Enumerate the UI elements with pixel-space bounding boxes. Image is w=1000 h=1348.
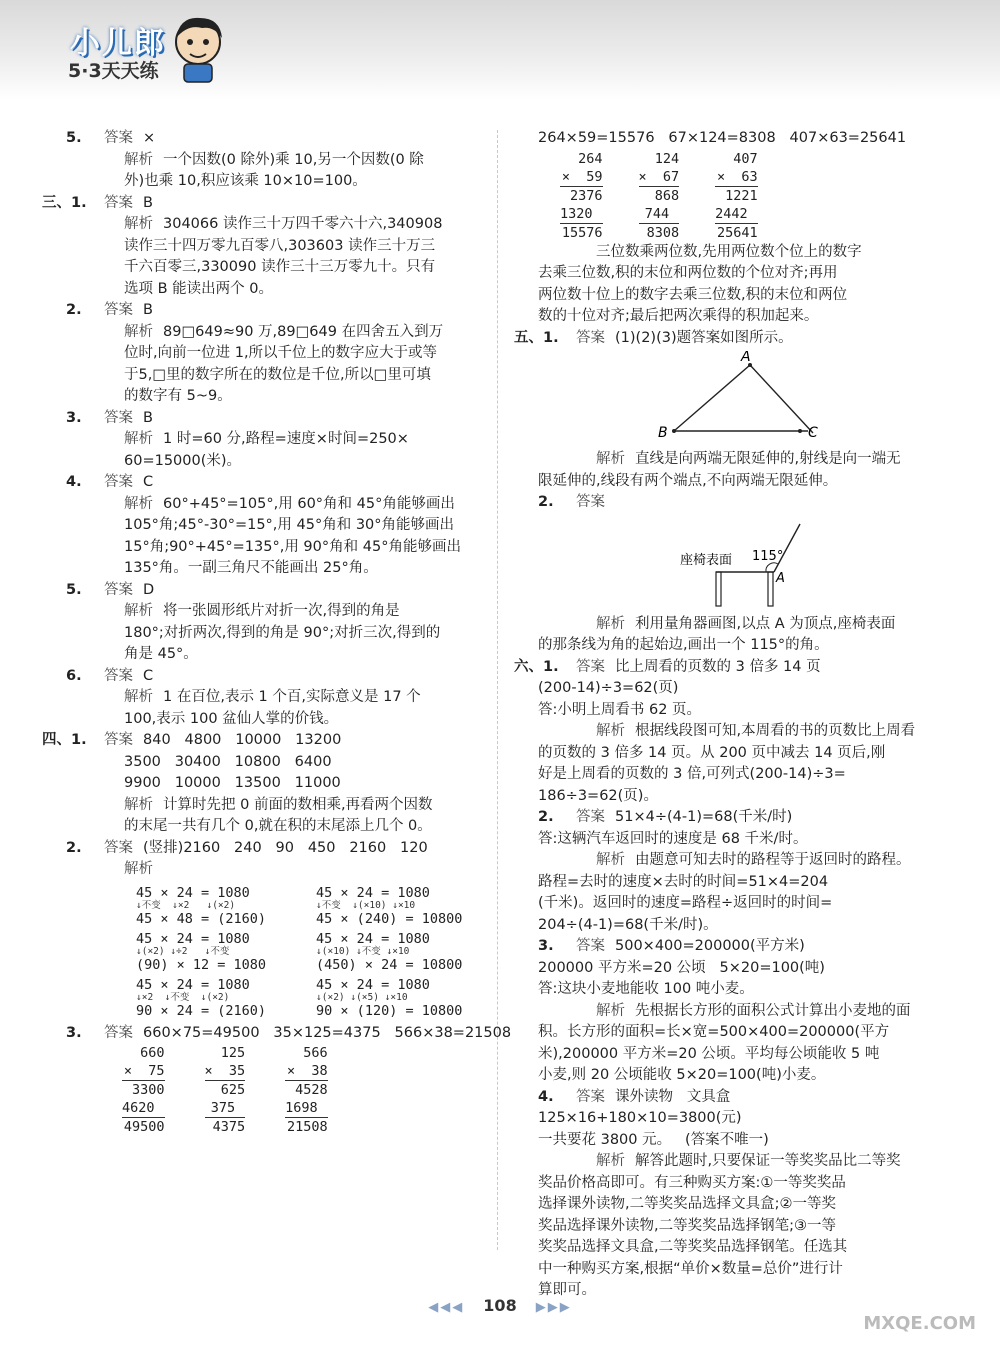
chain-calc: 45 × 24 = 1080 ↓不变 ↓×2 ↓(×2) 45 × 48 = (2160) [136, 884, 267, 927]
answer-value: C [143, 474, 154, 490]
prev-arrows-icon: ◀◀◀ [428, 1300, 465, 1315]
analysis-line: 限延伸的,线段有两个端点,不向两端无限延伸。 [538, 472, 838, 489]
seat-label: 座椅表面 [680, 552, 733, 568]
question-number: 2. [66, 302, 82, 318]
answer-value: C [143, 667, 154, 684]
question-number: 4. [66, 474, 82, 490]
answer-label: 答案 [576, 938, 605, 954]
analysis-line: 304066 读作三十万四千零六十六,340908 [163, 216, 443, 232]
analysis-line: 三位数乘两位数,先用两位数个位上的数字 [596, 243, 862, 260]
ray-ba [674, 365, 750, 431]
answer-label: 答案 [104, 130, 133, 146]
answer-value: 51×4÷(4-1)=68(千米/时) [615, 809, 793, 825]
point-b [672, 429, 676, 433]
answer-sentence: 答:这辆汽车返回时的速度是 68 千米/时。 [538, 830, 808, 847]
answer-value: 500×400=200000(平方米) [615, 938, 805, 954]
analysis-line: 135°角。一副三角尺不能画出 25°角。 [124, 560, 378, 576]
question-number: 3. [66, 1024, 82, 1041]
analysis-label: 解析 [124, 495, 153, 512]
angle-label: 115° [752, 548, 784, 564]
section-label: 四、1. [42, 732, 87, 748]
question-number: 2. [66, 839, 82, 856]
right-column [514, 128, 958, 1302]
page-number: 108 [483, 1296, 517, 1315]
point-c [798, 429, 802, 433]
brand-logo: 小儿郎 [70, 26, 166, 61]
analysis-line: 奖品价格高即可。有三种购买方案:①一等奖奖品 [538, 1174, 846, 1191]
answer-label: 答案 [576, 658, 605, 675]
analysis-line: 将一张圆形纸片对折一次,得到的角是 [163, 603, 400, 619]
analysis-line: 的页数的 3 倍多 14 页。从 200 页中减去 14 页后,刚 [538, 744, 886, 761]
analysis-line: 由题意可知去时的路程等于返回时的路程。 [635, 852, 911, 868]
vertex-label: A [776, 570, 785, 586]
analysis-line: 路程=去时的速度×去时的时间=51×4=204 [538, 873, 829, 890]
line-ac [750, 365, 813, 433]
analysis-line: 先根据长方形的面积公式计算出小麦地的面 [635, 1002, 911, 1019]
analysis-label: 解析 [596, 451, 625, 467]
equation-line: 264×59=15576 67×124=8308 407×63=25641 [538, 130, 907, 146]
angle-ray [774, 524, 800, 572]
answer-sentence: 答:小明上周看书 62 页。 [538, 701, 702, 718]
question-number: 5. [66, 581, 82, 598]
answer-label: 答案 [576, 1088, 605, 1105]
answer-label: 答案 [104, 474, 133, 490]
answer-label: 答案 [576, 329, 605, 346]
left-column [42, 128, 512, 1136]
analysis-line: 算即可。 [538, 1282, 596, 1298]
analysis-line: 去乘三位数,积的末位和两位数的个位对齐;再用 [538, 265, 838, 281]
analysis-line: 读作三十四万零九百零八,303603 读作三十万三 [124, 237, 436, 254]
vertical-multiplication: 407 × 63 1221 2442 25641 [715, 150, 758, 241]
equation: (200-14)÷3=62(页) [538, 680, 679, 696]
analysis-line: 奖奖品选择文具盒,二等奖奖品选择钢笔。任选其 [538, 1239, 848, 1255]
analysis-line: 奖品选择课外读物,二等奖奖品选择钢笔;③一等 [538, 1217, 836, 1234]
analysis-line: 选项 B 能读出两个 0。 [124, 280, 273, 297]
page-header [0, 0, 1000, 100]
vertical-multiplication: 124 × 67 868 744 8308 [638, 150, 680, 241]
analysis-label: 解析 [596, 852, 625, 868]
analysis-line: 105°角;45°-30°=15°,用 45°角和 30°角能够画出 [124, 517, 455, 533]
answer-value: B [143, 194, 153, 211]
chair-leg [768, 572, 773, 606]
analysis-line: 数的十位对齐;最后把两次乘得的积加起来。 [538, 308, 819, 324]
analysis-line: 米),200000 平方米=20 公顷。平均每公顷能收 5 吨 [538, 1045, 880, 1062]
equation: 200000 平方米=20 公顷 5×20=100(吨) [538, 959, 825, 976]
answer-label: 答案 [104, 732, 133, 748]
analysis-line: 根据线段图可知,本周看的书的页数比上周看 [635, 723, 916, 739]
equation: 125×16+180×10=3800(元) [538, 1110, 742, 1126]
next-arrows-icon: ▶▶▶ [535, 1300, 572, 1315]
boy-mascot-icon [168, 14, 230, 84]
page-footer [0, 1296, 1000, 1315]
section-label: 五、1. [514, 329, 559, 346]
answer-value: B [143, 302, 153, 318]
vertical-multiplication: 566 × 38 4528 1698 21508 [285, 1045, 328, 1135]
analysis-line: 的数字有 5~9。 [124, 388, 232, 404]
analysis-line: 100,表示 100 盆仙人掌的价钱。 [124, 710, 339, 727]
analysis-line: 千六百零三,330090 读作三十三万零九十。只有 [124, 259, 436, 275]
brand-subtitle: 5·3天天练 [68, 60, 159, 82]
analysis-label: 解析 [596, 1153, 625, 1169]
answer-label: 答案 [104, 302, 133, 318]
answer-value: B [143, 409, 153, 426]
answer-label: 答案 [104, 581, 133, 598]
watermark: MXQE.COM [863, 1313, 976, 1334]
answer-label: 答案 [576, 494, 605, 510]
analysis-line: 外)也乘 10,积应该乘 10×10=100。 [124, 173, 367, 189]
answer-label: 答案 [104, 839, 133, 856]
answer-label: 答案 [104, 1024, 133, 1041]
analysis-line: 角是 45°。 [124, 646, 198, 662]
analysis-line: 89□649≈90 万,89□649 在四舍五入到万 [163, 323, 444, 340]
analysis-label: 解析 [124, 431, 153, 447]
analysis-label: 解析 [124, 216, 153, 232]
label-b: B [658, 425, 668, 441]
vertical-multiplication: 125 × 35 625 375 4375 [204, 1045, 246, 1135]
section-label: 六、1. [514, 658, 559, 675]
vertical-multiplication: 660 × 75 3300 4620 49500 [122, 1045, 165, 1135]
analysis-line: 两位数十位上的数字去乘三位数,积的末位和两位 [538, 286, 848, 303]
analysis-line: 60=15000(米)。 [124, 452, 242, 469]
analysis-line: 积。长方形的面积=长×宽=500×400=200000(平方 [538, 1024, 890, 1040]
analysis-label: 解析 [124, 151, 153, 168]
answer-label: 答案 [104, 409, 133, 426]
chair-leg [716, 572, 721, 606]
vertical-calcs [66, 1044, 490, 1136]
answer-sentence: 一共要花 3800 元。 (答案不唯一) [538, 1131, 769, 1148]
analysis-line: 小麦,则 20 公顷能收 5×20=100(吨)小麦。 [538, 1067, 826, 1083]
analysis-line: 好是上周看的页数的 3 倍,可列式(200-14)÷3= [538, 766, 846, 782]
analysis-line: 位时,向前一位进 1,所以千位上的数字应大于或等 [124, 345, 438, 361]
chain-calc: 45 × 24 = 1080 ↓×2 ↓不变 ↓(×2) 90 × 24 = (2160) [136, 976, 267, 1019]
analysis-label: 解析 [124, 603, 153, 619]
answer-row: 840 4800 10000 13200 [143, 732, 342, 748]
question-number: 2. [538, 809, 554, 825]
answer-value: (1)(2)(3)题答案如图所示。 [615, 329, 793, 346]
analysis-line: 选择课外读物,二等奖奖品选择文具盒;②一等奖 [538, 1196, 836, 1212]
analysis-line: 计算时先把 0 前面的数相乘,再看两个因数 [163, 796, 433, 813]
analysis-label: 解析 [124, 323, 153, 340]
analysis-line: 60°+45°=105°,用 60°角和 45°角能够画出 [163, 495, 455, 512]
analysis-line: (千米)。返回时的速度=路程÷返回时的时间= [538, 895, 833, 911]
analysis-line: 15°角;90°+45°=135°,用 90°角和 45°角能够画出 [124, 538, 461, 555]
analysis-label: 解析 [124, 861, 153, 877]
vertical-calcs [538, 150, 958, 242]
chain-calc: 45 × 24 = 1080 ↓(×10) ↓不变 ↓×10 (450) × 24 = 10800 [316, 930, 463, 973]
chair-angle-figure [538, 516, 938, 612]
analysis-label: 解析 [124, 796, 153, 813]
section-label: 三、1. [42, 194, 87, 211]
answer-value: D [143, 581, 155, 598]
question-number: 4. [538, 1088, 554, 1105]
answer-value: 660×75=49500 35×125=4375 566×38=21508 [143, 1024, 512, 1041]
triangle-figure [538, 351, 938, 447]
answer-row: 9900 10000 13500 11000 [124, 775, 341, 791]
analysis-line: 180°;对折两次,得到的角是 90°;对折三次,得到的 [124, 624, 441, 641]
label-c: C [808, 425, 818, 441]
answer-sentence: 答:这块小麦地能收 100 吨小麦。 [538, 981, 754, 997]
vertical-multiplication: 264 × 59 2376 1320 15576 [560, 150, 603, 241]
analysis-line: 直线是向两端无限延伸的,射线是向一端无 [635, 451, 901, 467]
chain-calc: 45 × 24 = 1080 ↓不变 ↓(×10) ↓×10 45 × (240) = 10800 [316, 884, 463, 927]
answer-value: × [143, 130, 156, 146]
question-number: 3. [538, 938, 554, 954]
question-number: 5. [66, 130, 82, 146]
label-a: A [741, 351, 751, 365]
analysis-line: 的末尾一共有几个 0,就在积的末尾添上几个 0。 [124, 818, 432, 834]
analysis-line: 1 时=60 分,路程=速度×时间=250× [163, 431, 409, 447]
question-number: 3. [66, 409, 82, 426]
analysis-label: 解析 [596, 1002, 625, 1019]
chain-calc: 45 × 24 = 1080 ↓(×2) ↓÷2 ↓不变 (90) × 12 = 1080 [136, 930, 267, 973]
column-divider [497, 130, 498, 1250]
analysis-label: 解析 [124, 689, 153, 705]
analysis-line: 的那条线为角的起始边,画出一个 115°的角。 [538, 637, 829, 653]
answer-value: 比上周看的页数的 3 倍多 14 页 [615, 658, 821, 675]
chain-calc: 45 × 24 = 1080 ↓(×2) ↓(×5) ↓×10 90 × (120) = 10800 [316, 976, 463, 1019]
analysis-label: 解析 [596, 723, 625, 739]
answer-label: 答案 [104, 194, 133, 211]
analysis-line: 186÷3=62(页)。 [538, 787, 658, 804]
analysis-line: 中一种购买方案,根据“单价×数量=总价”进行计 [538, 1260, 843, 1277]
analysis-line: 于5,□里的数字所在的数位是千位,所以□里可填 [124, 366, 431, 383]
answer-row: 3500 30400 10800 6400 [124, 753, 332, 770]
analysis-line: 204÷(4-1)=68(千米/时)。 [538, 916, 718, 933]
analysis-line: 一个因数(0 除外)乘 10,另一个因数(0 除 [163, 151, 424, 168]
answer-label: 答案 [104, 667, 133, 684]
question-number: 2. [538, 494, 554, 510]
answer-value: (竖排)2160 240 90 450 2160 120 [143, 839, 428, 856]
analysis-line: 利用量角器画图,以点 A 为顶点,座椅表面 [635, 615, 896, 632]
answer-value: 课外读物 文具盒 [615, 1088, 731, 1105]
analysis-label: 解析 [596, 615, 625, 632]
question-number: 6. [66, 667, 82, 684]
analysis-line: 1 在百位,表示 1 个百,实际意义是 17 个 [163, 689, 421, 705]
analysis-line: 解答此题时,只要保证一等奖奖品比二等奖 [635, 1153, 901, 1169]
chain-calculations [66, 885, 490, 1019]
answer-label: 答案 [576, 809, 605, 825]
